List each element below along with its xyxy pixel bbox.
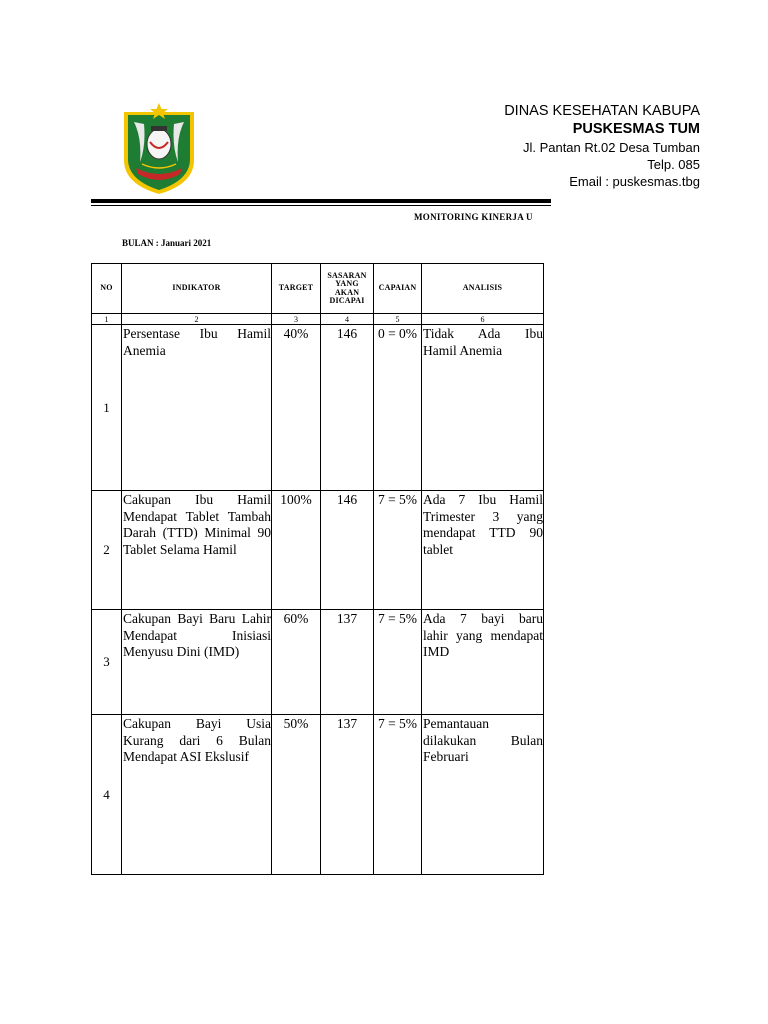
- indicator-cell: Persentase Ibu Hamil Anemia: [122, 325, 272, 491]
- achievement-cell: 7 = 5%: [374, 491, 422, 610]
- goal-cell: 146: [321, 491, 374, 610]
- letterhead-divider-thin: [91, 205, 551, 206]
- goal-cell: 137: [321, 610, 374, 715]
- row-number: 4: [92, 715, 122, 875]
- column-number: 2: [122, 314, 272, 325]
- document-title: MONITORING KINERJA U: [414, 212, 533, 222]
- goal-cell: 137: [321, 715, 374, 875]
- column-number: 3: [272, 314, 321, 325]
- analysis-line: Hamil Anemia: [423, 342, 503, 358]
- target-cell: 50%: [272, 715, 321, 875]
- analysis-line: Pemantauan: [423, 716, 489, 731]
- header-target: TARGET: [272, 264, 321, 314]
- analysis-cell: [422, 491, 544, 610]
- header-indicator: INDIKATOR: [122, 264, 272, 314]
- indicator-cell: Cakupan Bayi Usia Kurang dari 6 Bulan Mendapat ASI Ekslusif: [122, 715, 272, 875]
- analysis-line: mendapat TTD 90: [423, 525, 543, 540]
- analysis-line: Ada 7 bayi baru: [423, 611, 543, 626]
- achievement-cell: 7 = 5%: [374, 610, 422, 715]
- target-cell: 40%: [272, 325, 321, 491]
- table-header-row: [92, 264, 544, 314]
- header-goal-line: DICAPAI: [329, 296, 365, 305]
- header-analysis: ANALISIS: [422, 264, 544, 314]
- column-number: 5: [374, 314, 422, 325]
- analysis-line: Ada 7 Ibu Hamil: [423, 492, 543, 507]
- goal-cell: 146: [321, 325, 374, 491]
- column-number: 4: [321, 314, 374, 325]
- column-number: 1: [92, 314, 122, 325]
- indicator-cell: Cakupan Ibu Hamil Mendapat Tablet Tambah Darah (TTD) Minimal 90 Tablet Selama Hamil: [122, 491, 272, 610]
- analysis-line: dilakukan Bulan: [423, 732, 543, 748]
- period-value: : Januari 2021: [155, 238, 212, 248]
- analysis-line: Trimester 3 yang: [423, 508, 543, 524]
- achievement-cell: 0 = 0%: [374, 325, 422, 491]
- analysis-line: tablet: [423, 541, 453, 557]
- header-goal-line: YANG: [335, 279, 359, 288]
- analysis-cell: [422, 610, 544, 715]
- header-achievement: CAPAIAN: [374, 264, 422, 314]
- column-number-row: [92, 314, 544, 325]
- header-goal-line: SASARAN: [327, 270, 367, 280]
- clinic-address: Jl. Pantan Rt.02 Desa Tumban: [522, 140, 700, 155]
- column-number: 6: [422, 314, 544, 325]
- achievement-cell: 7 = 5%: [374, 715, 422, 875]
- performance-table: [91, 263, 544, 875]
- indicator-cell: Cakupan Bayi Baru Lahir Mendapat Inisiasi Menyusu Dini (IMD): [122, 610, 272, 715]
- analysis-line: IMD: [423, 644, 450, 659]
- analysis-line: Tidak Ada Ibu: [423, 326, 543, 341]
- analysis-line: Februari: [423, 749, 469, 764]
- table-row: [92, 715, 544, 875]
- clinic-phone: Telp. 085: [647, 157, 700, 172]
- table-row: [92, 610, 544, 715]
- table-row: [92, 491, 544, 610]
- header-goal: [321, 264, 374, 314]
- clinic-email: Email : puskesmas.tbg: [569, 174, 700, 189]
- report-period: [122, 238, 211, 248]
- target-cell: 60%: [272, 610, 321, 715]
- analysis-line: lahir yang mendapat: [423, 627, 543, 643]
- letterhead-divider: [91, 199, 551, 203]
- analysis-cell: [422, 715, 544, 875]
- target-cell: 100%: [272, 491, 321, 610]
- row-number: 1: [92, 325, 122, 491]
- row-number: 3: [92, 610, 122, 715]
- period-label: BULAN: [122, 238, 154, 248]
- regency-coat-of-arms-icon: [120, 102, 198, 196]
- header-no: NO: [92, 264, 122, 314]
- table-row: [92, 325, 544, 491]
- header-goal-line: AKAN: [334, 287, 360, 297]
- analysis-cell: [422, 325, 544, 491]
- clinic-name: PUSKESMAS TUM: [572, 121, 700, 137]
- agency-name: DINAS KESEHATAN KABUPA: [504, 103, 700, 119]
- row-number: 2: [92, 491, 122, 610]
